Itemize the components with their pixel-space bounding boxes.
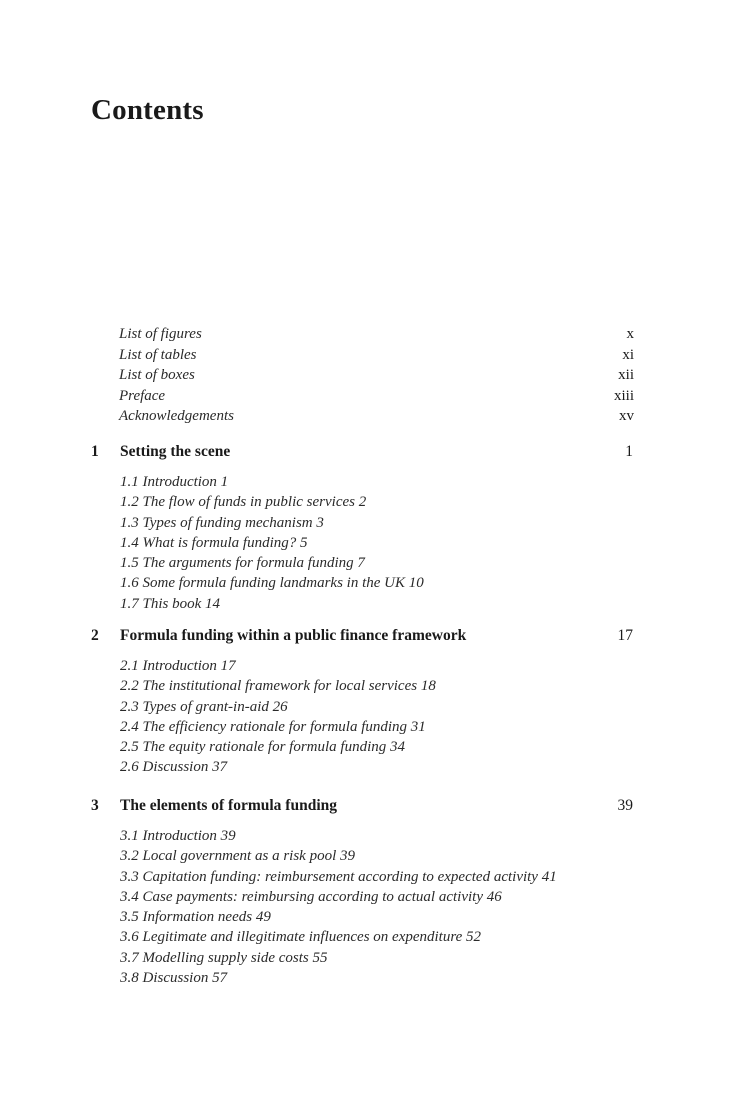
- chapter-number: 2: [91, 627, 99, 644]
- section-list: [0, 656, 737, 778]
- front-matter-item: [119, 406, 634, 427]
- chapter-1: [0, 441, 737, 614]
- section-entry: 3.7 Modelling supply side costs 55: [120, 949, 328, 966]
- front-matter-item: [119, 345, 634, 366]
- front-matter-label: List of figures: [119, 326, 202, 342]
- section-list: [0, 826, 737, 988]
- section-entry: 3.8 Discussion 57: [120, 970, 228, 987]
- chapter-page: 17: [617, 627, 633, 644]
- section-entry: 1.6 Some formula funding landmarks in the UK 10: [120, 575, 424, 592]
- section-entry: 2.3 Types of grant-in-aid 26: [120, 698, 288, 715]
- chapter-title: Setting the scene: [120, 443, 231, 460]
- chapter-heading: [0, 441, 737, 463]
- section-entry: 2.6 Discussion 37: [120, 759, 228, 776]
- section-entry: 2.5 The equity rationale for formula funding 34: [120, 739, 405, 756]
- front-matter-item: [119, 324, 634, 345]
- front-matter-list: [119, 324, 634, 427]
- front-matter-page: xi: [622, 346, 634, 363]
- front-matter-page: xii: [618, 367, 634, 383]
- chapter-title: The elements of formula funding: [120, 797, 337, 814]
- front-matter-label: Acknowledgements: [119, 408, 234, 424]
- section-entry: 2.1 Introduction 17: [120, 658, 236, 674]
- chapter-heading: [0, 795, 737, 817]
- front-matter-label: List of boxes: [119, 367, 195, 383]
- front-matter-page: xv: [619, 408, 634, 424]
- chapter-number: 1: [91, 443, 99, 460]
- section-entry: 1.2 The flow of funds in public services 2: [120, 494, 367, 511]
- front-matter-label: List of tables: [119, 346, 197, 363]
- section-entry: 3.3 Capitation funding: reimbursement according to expected activity 41: [120, 868, 557, 885]
- front-matter-page: xiii: [613, 387, 634, 404]
- section-entry: 3.6 Legitimate and illegitimate influences on expenditure 52: [120, 929, 482, 946]
- front-matter-label: Preface: [119, 387, 166, 404]
- section-entry: 3.1 Introduction 39: [120, 828, 236, 844]
- section-entry: 1.1 Introduction 1: [120, 474, 229, 490]
- chapter-page: 1: [625, 443, 633, 460]
- section-entry: 3.4 Case payments: reimbursing according to actual activity 46: [120, 888, 502, 905]
- chapter-3: [0, 795, 737, 988]
- front-matter-item: [119, 365, 634, 386]
- section-entry: 1.4 What is formula funding? 5: [120, 534, 308, 551]
- chapter-number: 3: [91, 797, 99, 814]
- section-list: [0, 472, 737, 614]
- section-entry: 3.5 Information needs 49: [120, 909, 271, 926]
- chapter-page: 39: [617, 797, 633, 814]
- section-entry: 2.2 The institutional framework for local services 18: [120, 678, 436, 695]
- section-entry: 3.2 Local government as a risk pool 39: [120, 848, 355, 865]
- chapter-heading: [0, 625, 737, 647]
- page-title: Contents: [91, 94, 204, 126]
- section-entry: 1.3 Types of funding mechanism 3: [120, 514, 324, 531]
- front-matter-page: x: [626, 326, 634, 342]
- section-entry: 1.7 This book 14: [120, 595, 221, 612]
- front-matter-item: [119, 386, 634, 407]
- chapter-title: Formula funding within a public finance framework: [120, 627, 467, 644]
- section-entry: 2.4 The efficiency rationale for formula funding 31: [120, 718, 426, 735]
- section-entry: 1.5 The arguments for formula funding 7: [120, 555, 365, 572]
- chapter-2: [0, 625, 737, 778]
